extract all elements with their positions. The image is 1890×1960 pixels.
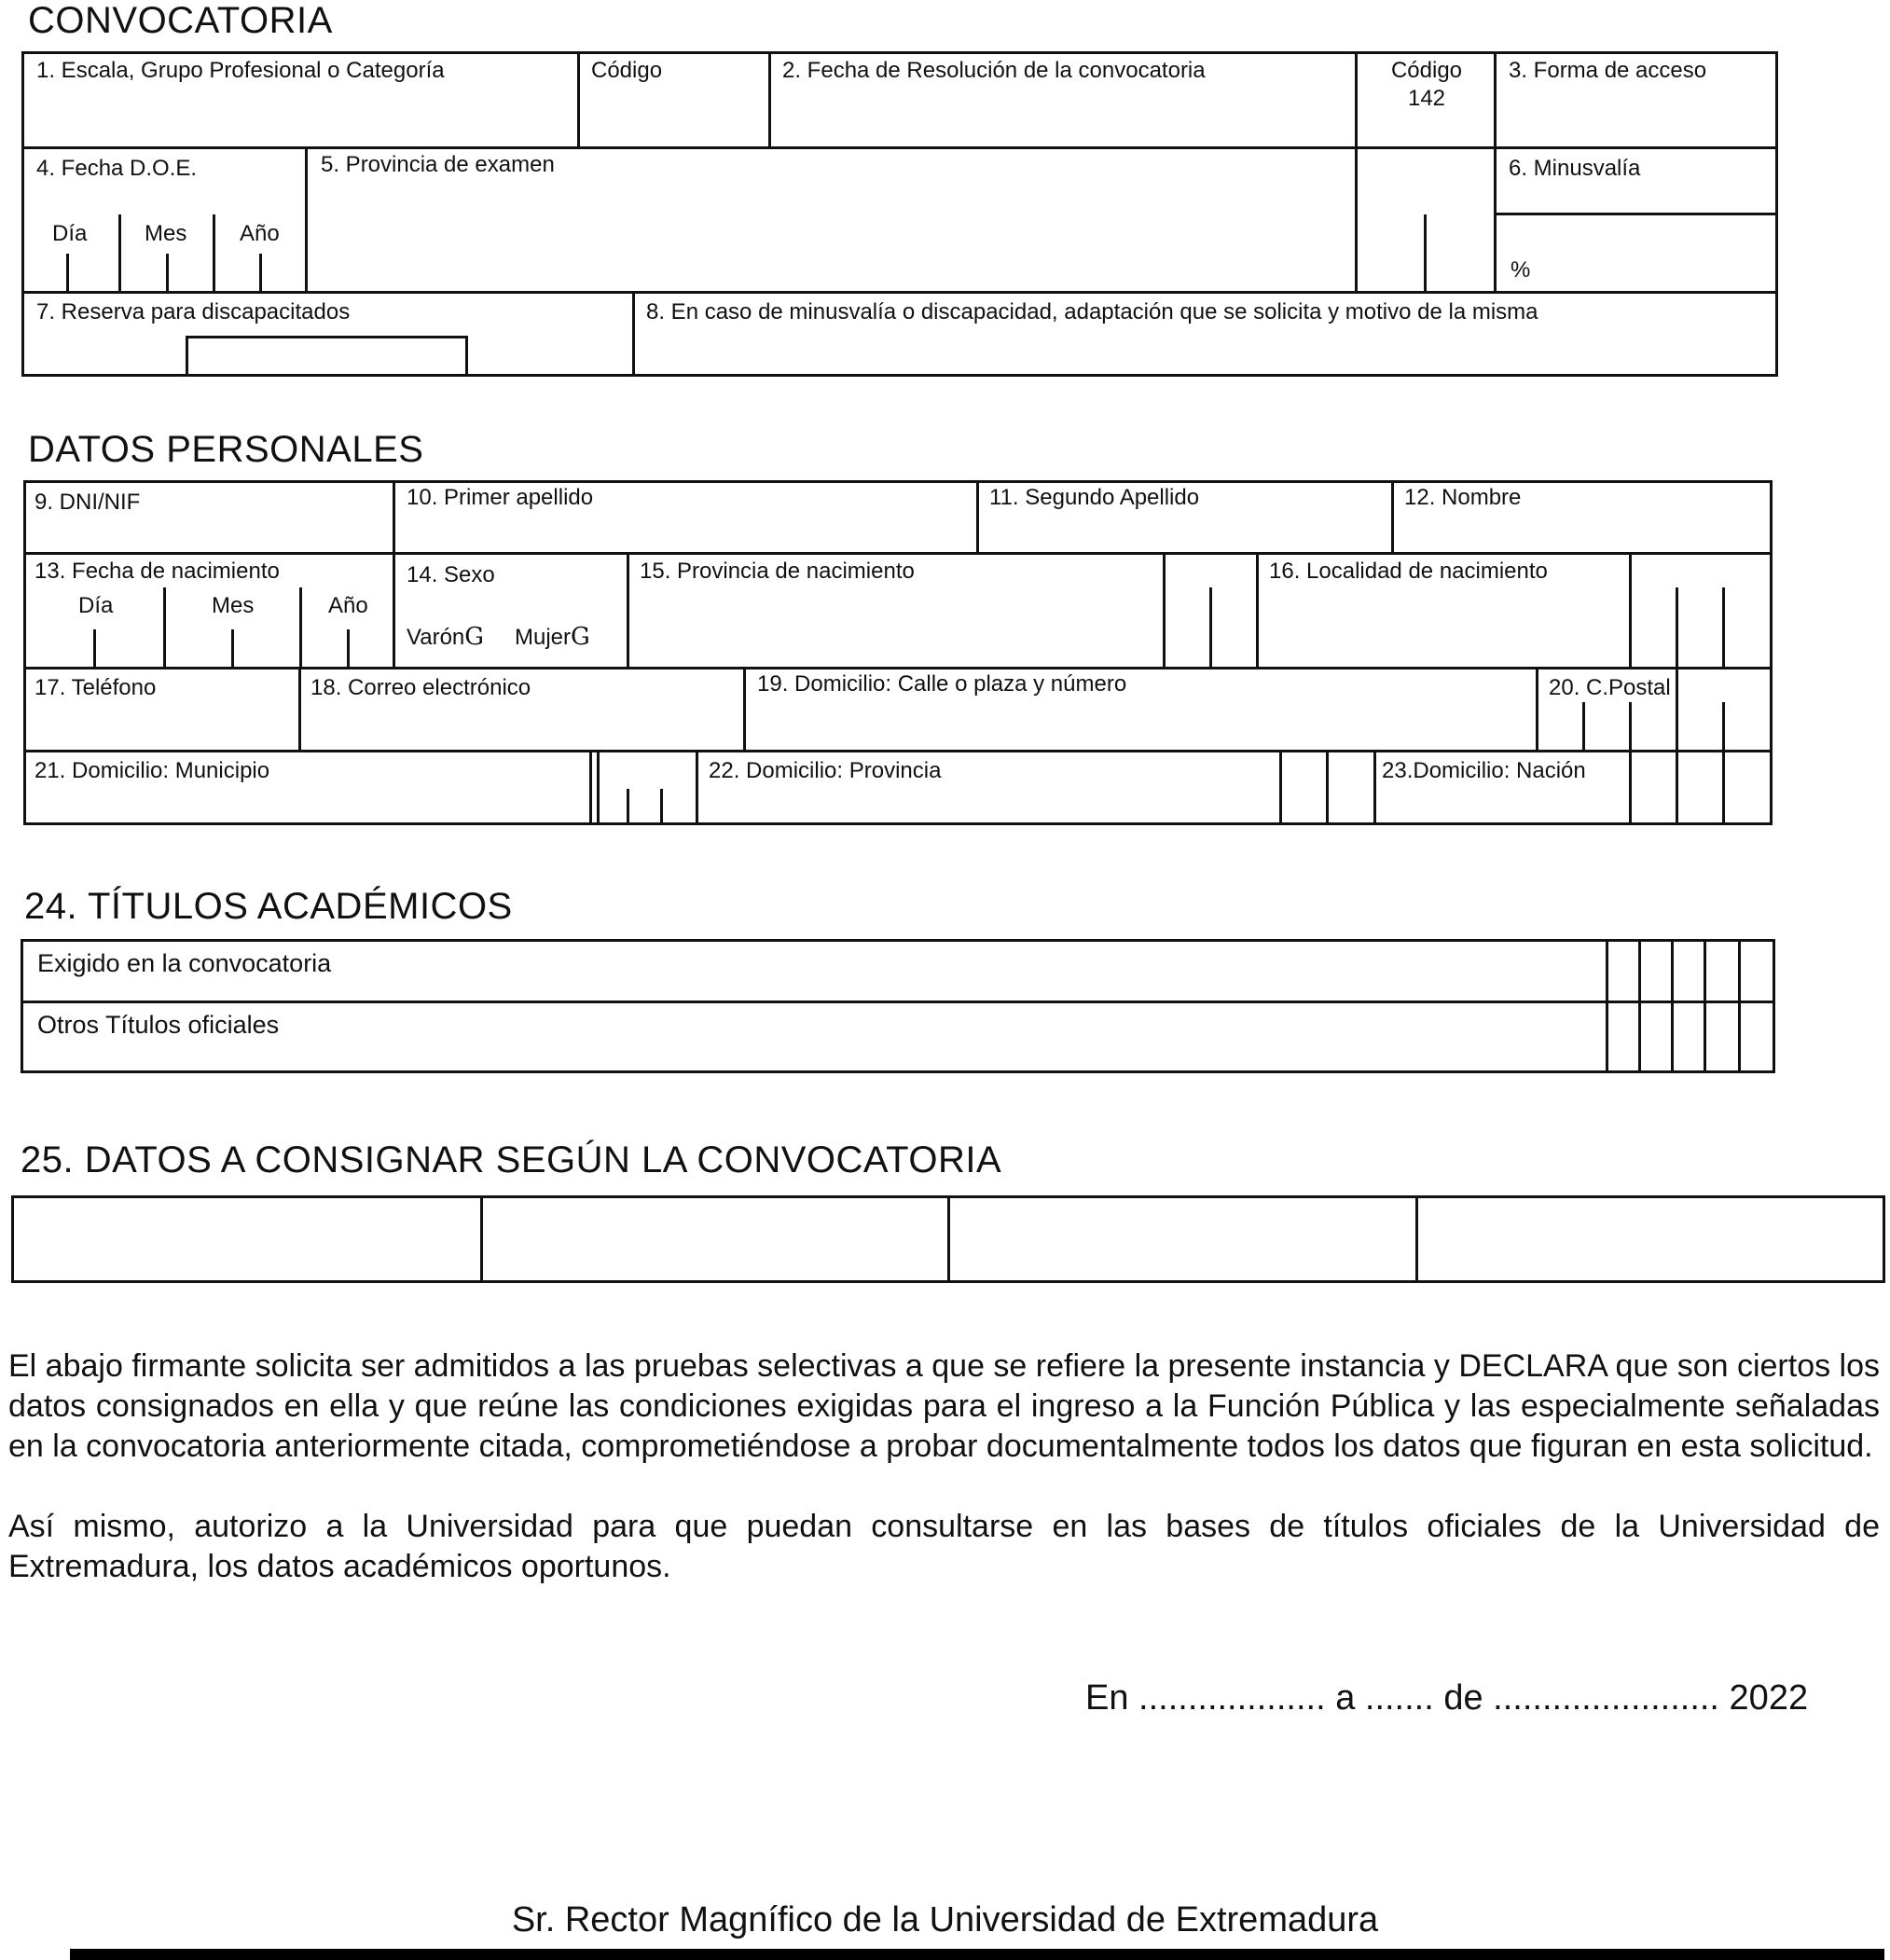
fecha-lugar-line: En ................... a ....... de ....................... 2022 bbox=[1085, 1678, 1809, 1718]
section-title-datos-personales: DATOS PERSONALES bbox=[28, 429, 424, 470]
fecha-nacimiento-field[interactable] bbox=[30, 627, 388, 664]
segundo-apellido-field[interactable] bbox=[983, 515, 1387, 548]
section-title-consignar: 25. DATOS A CONSIGNAR SEGÚN LA CONVOCATORIA bbox=[21, 1139, 1002, 1180]
field-label-nacion: 23.Domicilio: Nación bbox=[1382, 758, 1586, 783]
field-label-fecha-doe: 4. Fecha D.O.E. bbox=[36, 156, 198, 181]
titulo-exigido-field[interactable] bbox=[26, 942, 1602, 998]
nacion-field[interactable] bbox=[1380, 788, 1624, 821]
minusvalia-percent-field[interactable] bbox=[1534, 220, 1773, 287]
field-label-escala: 1. Escala, Grupo Profesional o Categoría bbox=[36, 58, 445, 83]
consignar-field-4[interactable] bbox=[1421, 1201, 1880, 1277]
fecha-resolucion-field[interactable] bbox=[774, 89, 1350, 143]
field-label-codigo-2: Código bbox=[1390, 58, 1463, 83]
label-ano: Año bbox=[240, 221, 280, 246]
otros-titulos-field[interactable] bbox=[26, 1004, 1602, 1070]
field-label-codigo-postal: 20. C.Postal bbox=[1549, 675, 1671, 700]
adaptacion-field[interactable] bbox=[640, 330, 1773, 373]
field-label-municipio: 21. Domicilio: Municipio bbox=[34, 758, 270, 783]
field-label-fecha-resolucion: 2. Fecha de Resolución de la convocatoria bbox=[782, 58, 1206, 83]
provincia-domicilio-field[interactable] bbox=[702, 788, 1275, 821]
domicilio-calle-field[interactable] bbox=[750, 701, 1531, 746]
label-exigido: Exigido en la convocatoria bbox=[37, 949, 332, 977]
label-otros-titulos: Otros Títulos oficiales bbox=[37, 1011, 280, 1039]
codigo-field[interactable] bbox=[584, 89, 765, 143]
field-label-minusvalia: 6. Minusvalía bbox=[1509, 156, 1641, 181]
escala-field[interactable] bbox=[28, 89, 573, 143]
field-label-dni: 9. DNI/NIF bbox=[34, 490, 141, 515]
field-label-primer-apellido: 10. Primer apellido bbox=[407, 485, 594, 510]
label-mes-nac: Mes bbox=[212, 593, 255, 618]
field-label-correo: 18. Correo electrónico bbox=[310, 675, 531, 700]
label-mujer: MujerG bbox=[515, 623, 590, 651]
codigo-value: 142 bbox=[1407, 86, 1446, 111]
field-label-provincia-examen: 5. Provincia de examen bbox=[321, 152, 555, 177]
telefono-field[interactable] bbox=[30, 705, 295, 746]
field-label-fecha-nacimiento: 13. Fecha de nacimiento bbox=[34, 559, 280, 584]
footer-rule bbox=[70, 1949, 1884, 1960]
nombre-field[interactable] bbox=[1398, 515, 1767, 548]
field-label-codigo: Código bbox=[591, 58, 663, 83]
field-label-localidad-nacimiento: 16. Localidad de nacimiento bbox=[1269, 559, 1548, 584]
forma-acceso-field[interactable] bbox=[1501, 89, 1773, 143]
correo-field[interactable] bbox=[305, 705, 739, 746]
section-title-titulos: 24. TÍTULOS ACADÉMICOS bbox=[24, 886, 513, 927]
checkbox-mujer-icon[interactable]: G bbox=[571, 623, 590, 651]
provincia-nacimiento-field[interactable] bbox=[633, 589, 1158, 664]
localidad-nacimiento-field[interactable] bbox=[1262, 589, 1624, 664]
label-dia: Día bbox=[52, 221, 88, 246]
percent-sign: % bbox=[1511, 257, 1531, 283]
consignar-field-3[interactable] bbox=[953, 1201, 1411, 1277]
fecha-doe-field[interactable] bbox=[28, 252, 303, 289]
field-label-reserva: 7. Reserva para discapacitados bbox=[36, 299, 351, 324]
reserva-discapacitados-box[interactable] bbox=[186, 336, 468, 377]
field-label-telefono: 17. Teléfono bbox=[34, 675, 157, 700]
autorizacion-paragraph: Así mismo, autorizo a la Universidad para que puedan consultarse en las bases de títulos oficiales de la Universidad de Extremadura, los datos académicos oportunos. bbox=[8, 1509, 1880, 1584]
consignar-field-2[interactable] bbox=[486, 1201, 943, 1277]
municipio-field[interactable] bbox=[30, 788, 586, 821]
label-varon: VarónG bbox=[407, 623, 485, 651]
field-label-domicilio-calle: 19. Domicilio: Calle o plaza y número bbox=[757, 671, 1127, 697]
codigo-postal-field[interactable] bbox=[1542, 705, 1766, 746]
provincia-examen-code-field[interactable] bbox=[1361, 216, 1490, 287]
declaracion-paragraph: El abajo firmante solicita ser admitidos a las pruebas selectivas a que se refiere la presente instancia y DECLARA que son ciertos los datos consignados en ella y que reúne las condiciones exigidas para el ingreso a la Función Pública y las especialmente señaladas en la convocatoria anteriormente citada, comprometiéndose a probar documentalmente todos los datos que figuran en esta solicitud. bbox=[8, 1348, 1881, 1464]
dni-field[interactable] bbox=[30, 518, 388, 548]
destinatario: Sr. Rector Magnífico de la Universidad de Extremadura bbox=[511, 1900, 1379, 1939]
field-label-segundo-apellido: 11. Segundo Apellido bbox=[989, 485, 1200, 510]
primer-apellido-field[interactable] bbox=[399, 515, 972, 548]
field-label-forma-acceso: 3. Forma de acceso bbox=[1509, 58, 1707, 83]
checkbox-varon-icon[interactable]: G bbox=[464, 623, 485, 651]
section-title-convocatoria: CONVOCATORIA bbox=[28, 0, 333, 41]
consignar-field-1[interactable] bbox=[17, 1201, 476, 1277]
label-dia-nac: Día bbox=[78, 593, 114, 618]
provincia-examen-field[interactable] bbox=[311, 183, 1350, 287]
label-ano-nac: Año bbox=[328, 593, 368, 618]
field-label-adaptacion: 8. En caso de minusvalía o discapacidad, adaptación que se solicita y motivo de la misma bbox=[646, 299, 1538, 324]
field-label-provincia-domicilio: 22. Domicilio: Provincia bbox=[709, 758, 942, 783]
field-label-nombre: 12. Nombre bbox=[1404, 485, 1522, 510]
field-label-sexo: 14. Sexo bbox=[407, 562, 495, 587]
field-label-provincia-nacimiento: 15. Provincia de nacimiento bbox=[640, 559, 915, 584]
label-mes: Mes bbox=[145, 221, 187, 246]
